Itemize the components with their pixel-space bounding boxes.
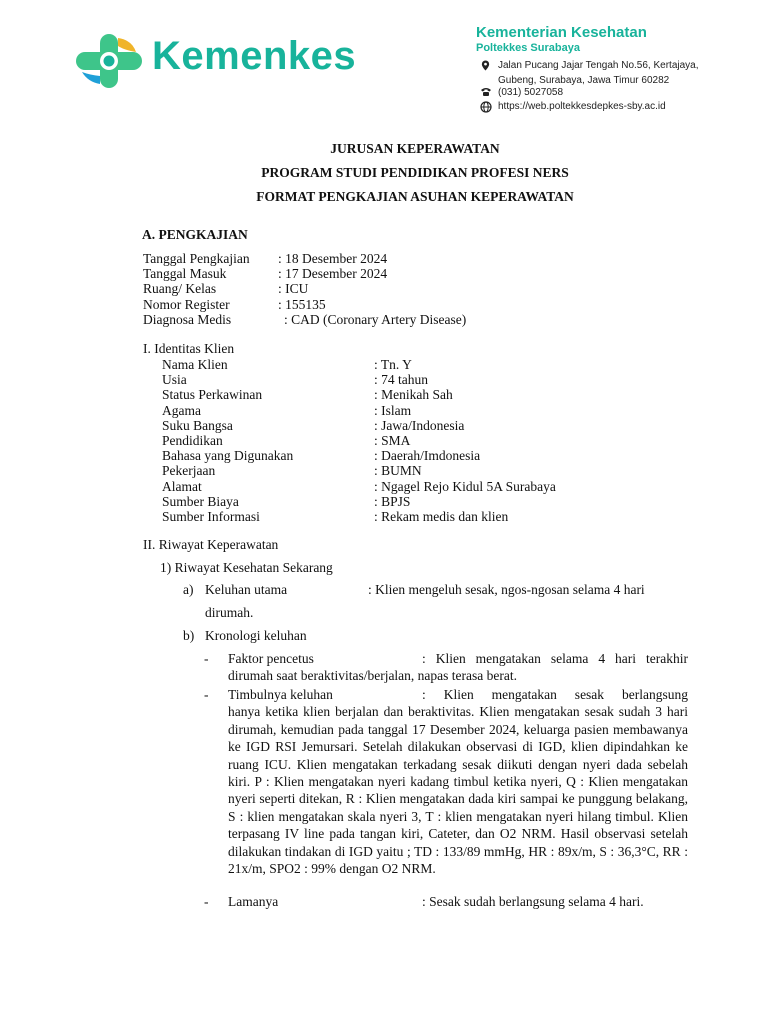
identity-value: : Daerah/Imdonesia <box>374 448 481 464</box>
identity-row <box>162 372 556 387</box>
assessment-label: Nomor Register <box>143 296 230 312</box>
bullet-value: : Klien mengatakan selama 4 hari terakhir <box>422 651 688 666</box>
identity-value: : BPJS <box>374 493 411 509</box>
identity-label: Pekerjaan <box>162 463 216 479</box>
title-program: PROGRAM STUDI PENDIDIKAN PROFESI NERS <box>261 165 569 180</box>
institution-name: Kementerian Kesehatan <box>476 24 647 41</box>
website-url[interactable]: https://web.poltekkesdepkes-sby.ac.id <box>498 101 666 112</box>
bullet-label: Lamanya <box>228 894 279 909</box>
logo-wordmark: Kemenkes <box>152 34 357 78</box>
identity-label: Sumber Informasi <box>162 509 260 525</box>
assessment-row <box>143 312 466 327</box>
identity-row <box>162 403 556 418</box>
bullet-duration <box>228 893 688 910</box>
institution-block <box>476 24 647 54</box>
assessment-label: Tanggal Pengkajian <box>143 251 250 266</box>
section-a-heading: A. PENGKAJIAN <box>142 227 248 242</box>
identity-row <box>162 479 556 494</box>
bullet-dash: - <box>204 687 209 702</box>
identity-row <box>162 494 556 509</box>
chronology-heading <box>183 628 307 643</box>
identity-value: : Tn. Y <box>374 357 412 372</box>
phone-icon <box>480 87 498 101</box>
history-heading: II. Riwayat Keperawatan <box>143 537 279 552</box>
chronology-marker: b) <box>183 628 195 643</box>
assessment-value: : 18 Desember 2024 <box>278 251 388 266</box>
identity-label: Nama Klien <box>162 357 228 372</box>
title-format: FORMAT PENGKAJIAN ASUHAN KEPERAWATAN <box>256 189 574 204</box>
bullet-label: Timbulnya keluhan <box>228 687 333 702</box>
identity-label: Sumber Biaya <box>162 493 239 509</box>
assessment-label: Diagnosa Medis <box>143 311 232 327</box>
assessment-label: Ruang/ Kelas <box>143 281 217 297</box>
identity-label: Pendidikan <box>162 433 223 449</box>
title-department: JURUSAN KEPERAWATAN <box>330 141 500 156</box>
bullet-value: : Sesak sudah berlangsung selama 4 hari. <box>422 894 644 909</box>
identity-block <box>162 357 556 524</box>
assessment-row <box>143 266 466 281</box>
identity-value: : SMA <box>374 433 411 449</box>
identity-row <box>162 418 556 433</box>
current-history-heading: 1) Riwayat Kesehatan Sekarang <box>160 560 333 575</box>
address-line-2: Gubeng, Surabaya, Jawa Timur 60282 <box>498 75 670 86</box>
bullet-value: : Klien mengatakan sesak berlangsung <box>422 687 688 702</box>
sub-institution-name: Poltekkes Surabaya <box>476 42 580 54</box>
assessment-row <box>143 251 466 266</box>
kemenkes-logo-icon <box>74 32 144 90</box>
complaint-label: Keluhan utama <box>205 582 288 597</box>
assessment-row <box>143 281 466 296</box>
assessment-value: : CAD (Coronary Artery Disease) <box>284 311 467 327</box>
assessment-value: : ICU <box>278 281 309 297</box>
bullet-rest: hanya ketika klien berjalan dan beraktivitas. Klien mengatakan sesak sudah 3 hari dirumah, kemudian pada tanggal 17 Desember 2024, keluarga pasien membawanya ke IGD RSI Jemursari. Setelah dilakukan observasi di IGD, klien dipindahkan ke ruang ICU. Klien mengatakan terkadang sesak diikuti dengan nyeri dada sebelah kiri. P : Klien mengatakan nyeri kadang timbul ketika nyeri, Q : Klien mengatakan nyeri seperti ditekan, R : Klien mengatakan dada kiri sampai ke punggung belakang, S : klien mengatakan skala nyeri 3, T : klien mengatakan nyeri hilang timbul. Klien terpasang IV line pada tangan kiri, Cateter, dan O2 NRM. Hasil observasi setelah dilakukan tindakan di IGD yaitu ; TD : 133/89 mmHg, HR : 89x/m, S : 36,3°C, RR : 21x/m, SPO2 : 99% dengan O2 NRM. <box>228 704 688 877</box>
assessment-label: Tanggal Masuk <box>143 266 227 282</box>
bullet-onset <box>228 686 688 877</box>
identity-value: : Ngagel Rejo Kidul 5A Surabaya <box>374 478 556 494</box>
identity-heading: I. Identitas Klien <box>143 341 235 356</box>
identity-label: Usia <box>162 372 187 388</box>
phone-number: (031) 5027058 <box>498 87 564 98</box>
identity-value: : Jawa/Indonesia <box>374 417 465 433</box>
identity-label: Agama <box>162 402 201 418</box>
identity-value: : Menikah Sah <box>374 387 453 403</box>
assessment-block <box>143 251 466 327</box>
bullet-label: Faktor pencetus <box>228 651 314 666</box>
identity-value: : 74 tahun <box>374 372 428 388</box>
complaint-value: : Klien mengeluh sesak, ngos-ngosan selama 4 hari <box>368 582 645 597</box>
identity-value: : Rekam medis dan klien <box>374 509 509 525</box>
globe-icon <box>480 101 498 117</box>
bullet-dash: - <box>204 651 209 666</box>
document-titles <box>0 137 768 209</box>
identity-row <box>162 433 556 448</box>
bullet-rest: dirumah saat beraktivitas/berjalan, napas terasa berat. <box>228 668 517 684</box>
main-complaint <box>183 582 645 597</box>
identity-label: Alamat <box>162 478 202 494</box>
identity-row <box>162 509 556 524</box>
location-icon <box>480 60 498 75</box>
address-line-1: Jalan Pucang Jajar Tengah No.56, Kertajaya, <box>498 60 699 71</box>
complaint-marker: a) <box>183 582 194 597</box>
identity-row <box>162 463 556 478</box>
identity-row <box>162 448 556 463</box>
chronology-label: Kronologi keluhan <box>205 628 307 643</box>
bullet-dash: - <box>204 894 209 909</box>
identity-value: : Islam <box>374 402 412 418</box>
assessment-value: : 155135 <box>278 296 326 312</box>
contact-block <box>480 60 699 117</box>
assessment-row <box>143 297 466 312</box>
identity-label: Suku Bangsa <box>162 417 233 433</box>
identity-row <box>162 357 556 372</box>
identity-label: Status Perkawinan <box>162 387 263 403</box>
complaint-continuation: dirumah. <box>205 605 254 620</box>
identity-label: Bahasa yang Digunakan <box>162 448 294 464</box>
identity-value: : BUMN <box>374 463 422 479</box>
identity-row <box>162 387 556 402</box>
assessment-value: : 17 Desember 2024 <box>278 266 388 282</box>
bullet-trigger <box>228 650 688 685</box>
